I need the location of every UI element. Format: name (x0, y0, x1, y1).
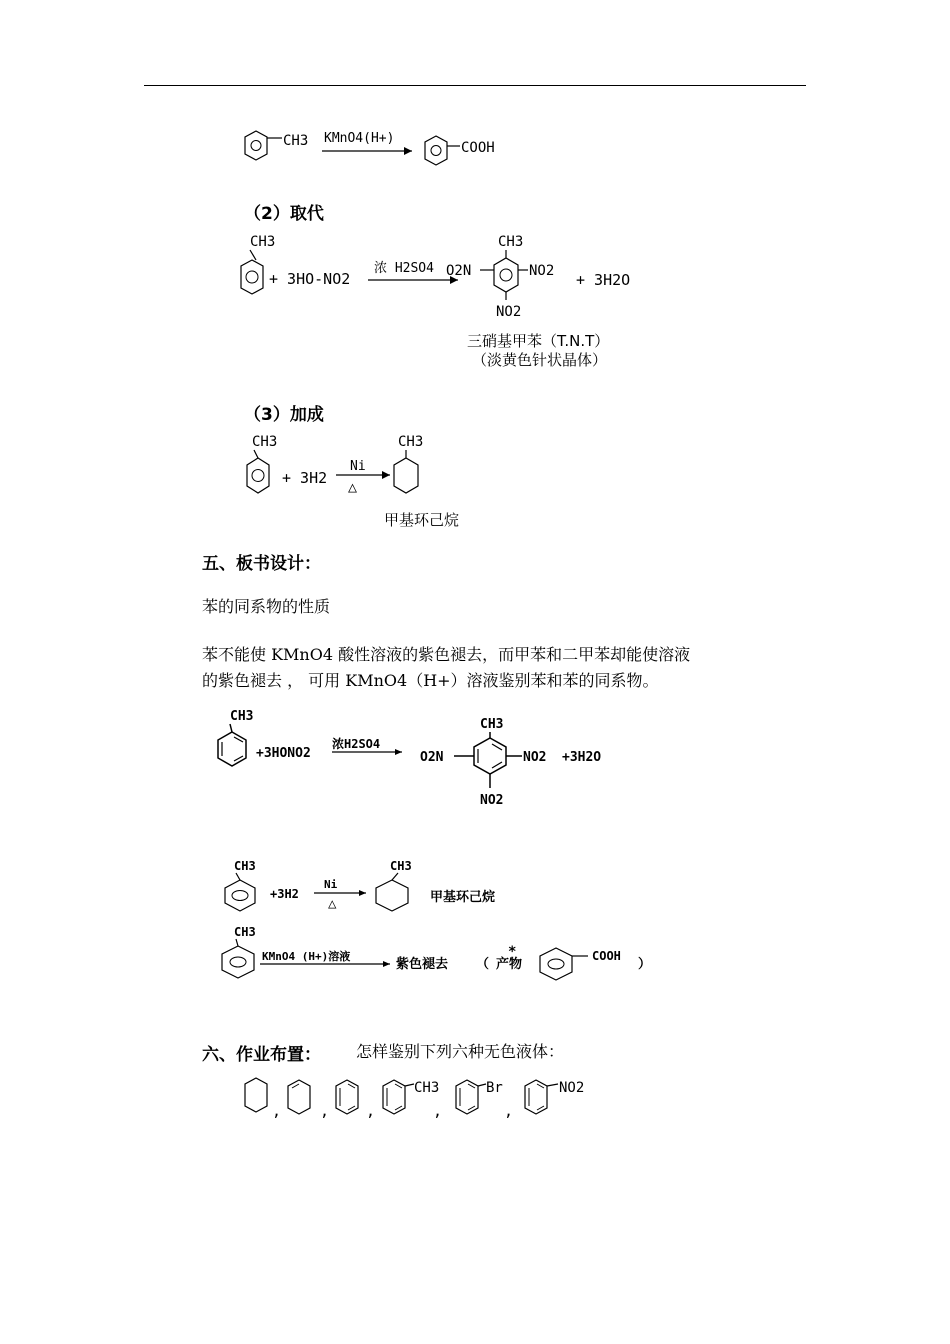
heading-addition: （3）加成 (244, 405, 324, 425)
board-no2-bottom: NO2 (480, 793, 504, 808)
separator: , (504, 1102, 514, 1120)
product-methyl: CH3 (398, 434, 424, 450)
cyclohexene-structure (288, 1080, 310, 1114)
nitrobenzene-structure (525, 1080, 558, 1114)
board-cooh: COOH (592, 949, 621, 963)
separator: , (366, 1102, 376, 1120)
board-hydrogenation (218, 856, 548, 916)
tnt-caption-note: （淡黄色针状晶体） (472, 351, 608, 369)
nitration-reaction (236, 228, 656, 318)
board-tnt-methyl: CH3 (480, 717, 504, 732)
section6-question: 怎样鉴别下列六种无色液体： (356, 1042, 565, 1061)
reactant-methyl: CH3 (250, 234, 276, 250)
tnt-caption: 三硝基甲苯（T.N.T） (467, 332, 610, 350)
board-close-paren: ） (638, 957, 652, 972)
benzoic-acid-ring (425, 136, 460, 165)
liquid-structures (236, 1072, 616, 1126)
water-byproduct: + 3H2O (576, 271, 631, 289)
board-asterisk: * (508, 944, 517, 960)
cyclohexane-ring (394, 458, 418, 493)
oxidation-product: COOH (461, 140, 495, 156)
board-benzene-ring (222, 946, 254, 978)
board-water: +3H2O (562, 750, 602, 765)
cyclohexane-structure (245, 1078, 267, 1112)
board-cyclohexane-ring (376, 880, 408, 911)
toluene-ring (245, 131, 282, 160)
board-methyl: CH3 (234, 925, 256, 939)
section5-heading: 五、板书设计： (202, 554, 321, 574)
separator: , (272, 1102, 282, 1120)
separator: , (320, 1102, 330, 1120)
section6-heading: 六、作业布置： (202, 1045, 321, 1065)
section5-subtitle: 苯的同系物的性质 (202, 597, 331, 616)
reactant-methyl: CH3 (252, 434, 278, 450)
toluene-structure (383, 1080, 414, 1114)
board-kmno4: KMnO4 (H+)溶液 (262, 950, 351, 963)
board-product-methyl: CH3 (390, 859, 412, 873)
tnt-methyl: CH3 (498, 234, 524, 250)
nitrobenzene-label: NO2 (559, 1080, 585, 1096)
hydrogenation-reaction (236, 428, 466, 500)
bromobenzene-label: Br (486, 1080, 503, 1096)
hydrogen-term: + 3H2 (282, 469, 328, 487)
board-condition: 浓H2SO4 (332, 737, 381, 751)
tnt-o2n: O2N (446, 263, 472, 279)
board-methyl: CH3 (234, 859, 256, 873)
nickel-catalyst: Ni (350, 459, 366, 474)
oxidation-reactant-sub: CH3 (283, 133, 309, 149)
toluene-label: CH3 (414, 1080, 440, 1096)
board-nitration (208, 704, 628, 814)
board-caption: 甲基环己烷 (430, 890, 496, 905)
board-o2n: O2N (420, 750, 444, 765)
benzene-structure (336, 1080, 358, 1114)
board-no2-right: NO2 (523, 750, 547, 765)
separator: , (433, 1102, 443, 1120)
tnt-no2-bottom: NO2 (496, 304, 522, 318)
heading-substitution: （2）取代 (244, 204, 324, 224)
methylcyclohexane-caption: 甲基环己烷 (384, 511, 460, 529)
board-methyl: CH3 (230, 709, 254, 724)
board-result: 紫色褪去 (396, 957, 449, 972)
heat-symbol: △ (348, 478, 358, 496)
sulfuric-condition: 浓 H2SO4 (374, 261, 434, 276)
board-heat: △ (328, 896, 337, 912)
bromobenzene-structure (456, 1080, 486, 1114)
section5-paragraph-line1: 苯不能使 KMnO4 酸性溶液的紫色褪去，而甲苯和二甲苯却能使溶液 (202, 645, 691, 664)
toluene-ring (241, 260, 263, 294)
toluene-ring (247, 458, 269, 493)
board-benzoic-ring (540, 948, 572, 980)
section5-paragraph-line2: 的紫色褪去 ， 可用 KMnO4（H+）溶液鉴别苯和苯的同系物。 (202, 671, 659, 690)
tnt-ring (494, 258, 518, 292)
oxidation-reagent: KMnO4(H+) (324, 131, 395, 146)
board-product-label: 产物 (496, 957, 523, 972)
oxidation-reaction (240, 118, 520, 180)
board-nickel: Ni (324, 878, 338, 891)
header-rule (144, 85, 806, 86)
board-benzene-ring (225, 880, 255, 911)
tnt-no2-right: NO2 (529, 263, 555, 279)
nitric-acid-term: + 3HO-NO2 (269, 270, 351, 288)
board-nitric-acid: +3HONO2 (256, 746, 311, 761)
board-oxidation (214, 922, 664, 984)
board-tnt-ring (474, 738, 506, 774)
board-open-paren: （ (476, 957, 490, 972)
board-hydrogen: +3H2 (270, 887, 299, 901)
